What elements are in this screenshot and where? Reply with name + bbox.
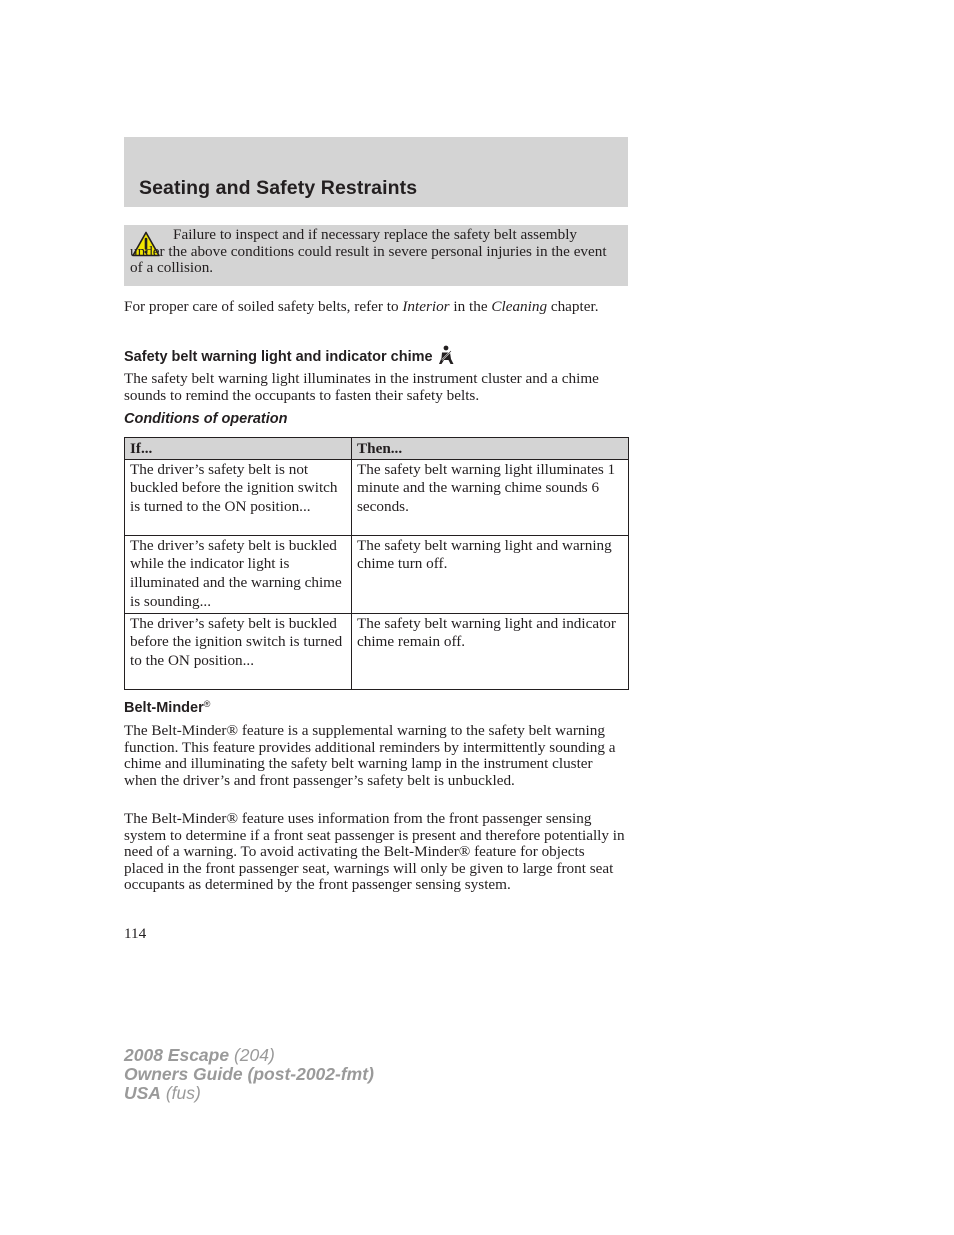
- care-text-middle: in the: [449, 298, 492, 315]
- table-row: [125, 459, 629, 535]
- table-cell-if: The driver’s safety belt is buckled while the indicator light is illuminated and the warning chime is sounding...: [125, 535, 352, 613]
- table-row: [125, 613, 629, 689]
- belt-minder-heading-text: Belt-Minder: [124, 700, 204, 716]
- table-cell-if: The driver’s safety belt is buckled before the ignition switch is turned to the ON position...: [125, 613, 352, 689]
- cleaning-chapter-ref: Cleaning: [491, 298, 548, 315]
- footer-market: USA: [124, 1082, 161, 1103]
- footer-guide: Owners Guide (post-2002-fmt): [124, 1063, 374, 1084]
- table-cell-then: The safety belt warning light illuminates 1 minute and the warning chime sounds 6 seconds.: [352, 459, 629, 535]
- belt-minder-paragraph-2: The Belt-Minder® feature uses information from the front passenger sensing system to determine if a front seat passenger is present and therefore potentially in need of a warning. To avoid activating the Belt-Minder® feature for objects placed in the front passenger seat, warnings will only be given to large front seat occupants as determined by the front passenger sensing system.: [124, 810, 625, 893]
- warning-box: [124, 225, 628, 286]
- footer-line-1: [124, 1046, 374, 1065]
- footer-line-2: [124, 1065, 374, 1084]
- footer-model: 2008 Escape: [124, 1045, 230, 1065]
- conditions-heading: Conditions of operation: [124, 411, 288, 427]
- footer-model-code: (204): [229, 1045, 275, 1065]
- care-text-after: chapter.: [547, 298, 599, 315]
- section-title: Seating and Safety Restraints: [139, 177, 418, 199]
- warning-text: Failure to inspect and if necessary replace the safety belt assembly under the above conditions could result in severe personal injuries in the event of a collision.: [130, 226, 607, 276]
- interior-chapter-ref: Interior: [402, 298, 450, 315]
- seatbelt-icon: [438, 345, 456, 365]
- footer-line-3: [124, 1084, 374, 1103]
- care-paragraph: [124, 299, 624, 316]
- table-cell-then: The safety belt warning light and indicator chime remain off.: [352, 613, 629, 689]
- warning-light-paragraph: The safety belt warning light illuminates in the instrument cluster and a chime sounds to remind the occupants to fasten their safety belts.: [124, 370, 599, 404]
- table-cell-then: The safety belt warning light and warning chime turn off.: [352, 535, 629, 613]
- section-header-band: [124, 137, 628, 207]
- table-header-row: [125, 438, 629, 460]
- warning-light-heading: [124, 345, 456, 365]
- column-header-then: Then...: [352, 438, 629, 460]
- page-number: 114: [124, 925, 147, 942]
- table-cell-if: The driver’s safety belt is not buckled before the ignition switch is turned to the ON position...: [125, 459, 352, 535]
- belt-minder-paragraph-1: The Belt-Minder® feature is a supplemental warning to the safety belt warning function. This feature provides additional reminders by intermittently sounding a chime and illuminating the safety belt warning lamp in the instrument cluster when the driver’s and front passenger’s safety belt is unbuckled.: [124, 722, 616, 789]
- care-text-before: For proper care of soiled safety belts, refer to: [124, 298, 403, 315]
- belt-minder-heading: [124, 699, 210, 716]
- footer-market-code: (fus): [160, 1082, 201, 1103]
- conditions-table: [124, 437, 629, 690]
- registered-mark: ®: [203, 699, 211, 709]
- column-header-if: If...: [125, 438, 352, 460]
- document-footer: [124, 1046, 374, 1102]
- warning-light-heading-text: Safety belt warning light and indicator chime: [124, 349, 433, 365]
- table-row: [125, 535, 629, 613]
